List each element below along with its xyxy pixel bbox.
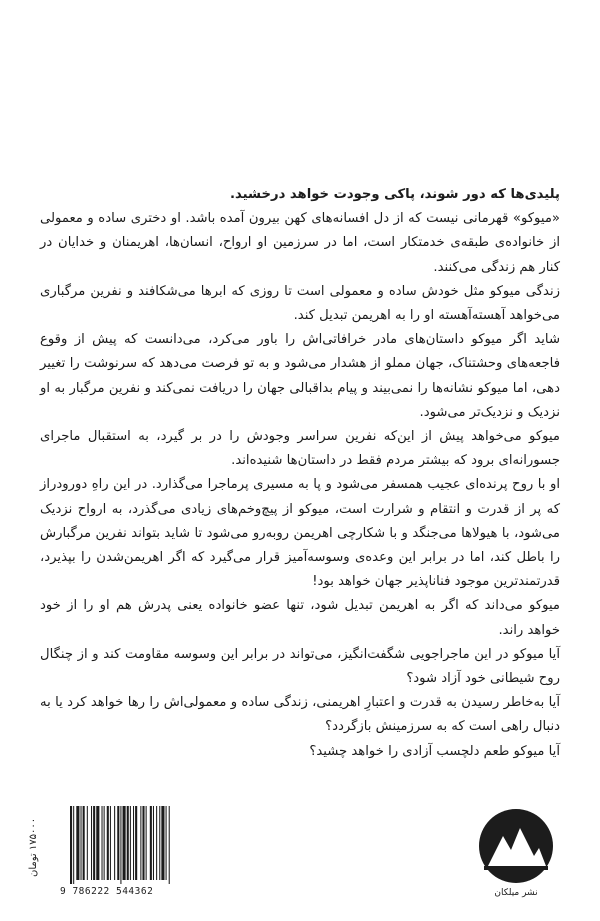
mountains-circle-icon	[476, 806, 556, 886]
barcode-bar	[76, 806, 79, 880]
barcode-bar	[130, 806, 131, 880]
barcode-bar	[83, 806, 85, 880]
barcode-bar	[150, 806, 152, 880]
barcode-bar	[107, 806, 109, 880]
barcode-bar	[166, 806, 167, 880]
blurb-headline: پلیدی‌ها که دور شوند، پاکی وجودت خواهد درخشید.	[230, 187, 560, 202]
barcode	[60, 804, 200, 900]
barcode-bar	[159, 806, 160, 880]
publisher-logo	[476, 806, 556, 904]
barcode-bar	[73, 806, 74, 884]
barcode-bar	[140, 806, 141, 880]
blurb-question-1: آیا میوکو در این ماجراجویی شگفت‌انگیز، می‌تواند در برابر این وسوسه مقاومت کند و از چنگال روح شیطانی خود آزاد شود؟	[40, 646, 560, 687]
price-label: ۱۷۵۰۰۰ تومان	[28, 818, 39, 878]
barcode-bar	[70, 806, 72, 884]
barcode-bar	[133, 806, 134, 880]
blurb-text	[40, 183, 560, 764]
barcode-bar	[123, 806, 126, 880]
barcode-bar	[81, 806, 82, 880]
barcode-bar	[153, 806, 154, 880]
blurb-question-3: آیا میوکو طعم دلچسب آزادی را خواهد چشید؟	[309, 743, 560, 759]
barcode-bar	[120, 806, 121, 884]
blurb-paragraph-3: شاید اگر میوکو داستان‌های مادر خرافاتی‌اش را باور می‌کرد، می‌دانست که پیش از وقوع فاجعه‌های وحشتناک، جهان مملو از هشدار می‌شود و به تو فرصت می‌دهد که سرنوشت را تغییر دهی، اما میوکو نشانه‌ها را نمی‌بیند و پیام بداقبالی جهان را دریافت نمی‌کند و نفرین مرگبار به او نزدیک و نزدیک‌تر می‌شود.	[40, 332, 560, 420]
barcode-bar	[96, 806, 99, 880]
blurb-paragraph-4: میوکو می‌خواهد پیش از این‌که نفرین سراسر وجودش را در بر گیرد، به استقبال ماجرای جسورانه‌ای برود که بیشتر مردم فقط در داستان‌ها شنیده‌اند.	[40, 429, 560, 469]
barcode-bar	[135, 806, 137, 880]
barcode-bar	[93, 806, 95, 880]
blurb-paragraph-1: «میوکو» قهرمانی نیست که از دل افسانه‌های کهن بیرون آمده باشد. او دختری ساده و معمولی از خانواده‌ی طبقه‌ی خدمتکار است، اما در سرزمین او ارواح، انسان‌ها، اهریمنان و خدایان در کنار هم زندگی می‌کنند.	[40, 211, 560, 275]
barcode-number: 9 786222 544362	[60, 886, 154, 897]
blurb-question-2: آیا به‌خاطر رسیدن به قدرت و اعتبارِ اهریمنی، زندگی ساده و معمولی‌اش را رها خواهد کرد یا به دنبال راهی است که به سرزمینش بازگردد؟	[40, 695, 560, 735]
barcode-bar	[161, 806, 164, 880]
barcode-bar	[117, 806, 119, 880]
barcode-bar	[146, 806, 147, 880]
barcode-bar	[102, 806, 103, 880]
blurb-paragraph-6: میوکو می‌داند که اگر به اهریمن تبدیل شود، تنها عضو خانواده یعنی پدرش هم او را از خود خواهد راند.	[40, 598, 560, 638]
publisher-label: نشر میلکان	[494, 888, 538, 898]
blurb-paragraph-2: زندگی میوکو مثل خودش ساده و معمولی است تا روزی که ابرها می‌شکافند و نفرین مرگباری می‌خواهد آهسته‌آهسته او را به اهریمن تبدیل کند.	[40, 283, 560, 324]
barcode-bar	[127, 806, 129, 880]
barcode-bar	[91, 806, 92, 880]
barcode-bar	[87, 806, 88, 880]
barcode-bar	[104, 806, 105, 880]
barcode-bar	[110, 806, 111, 880]
barcode-bar	[142, 806, 144, 880]
barcode-bar	[114, 806, 115, 880]
barcode-bar	[156, 806, 157, 880]
barcode-bar	[169, 806, 170, 884]
barcode-bars	[60, 804, 200, 884]
blurb-paragraph-5: او با روح پرنده‌ای عجیب همسفر می‌شود و پا به مسیری پرماجرا می‌گذارد. در این راهِ دورودراز که پر از قدرت و انتقام و شرارت است، میوکو از پیچ‌وخم‌های زیادی می‌گذرد، به ارواح نزدیک می‌شود، با هیولاها می‌جنگد و با شکارچی اهریمن روبه‌رو می‌شود تا شاید بتواند نفرین مرگبارش را باطل کند، اما در برابر این وعده‌ی وسوسه‌آمیز قرار می‌گیرد که اگر اهریمن‌شدن را بپذیرد، قدرتمندترین موجود فناناپذیر جهان خواهد بود!	[40, 477, 560, 590]
